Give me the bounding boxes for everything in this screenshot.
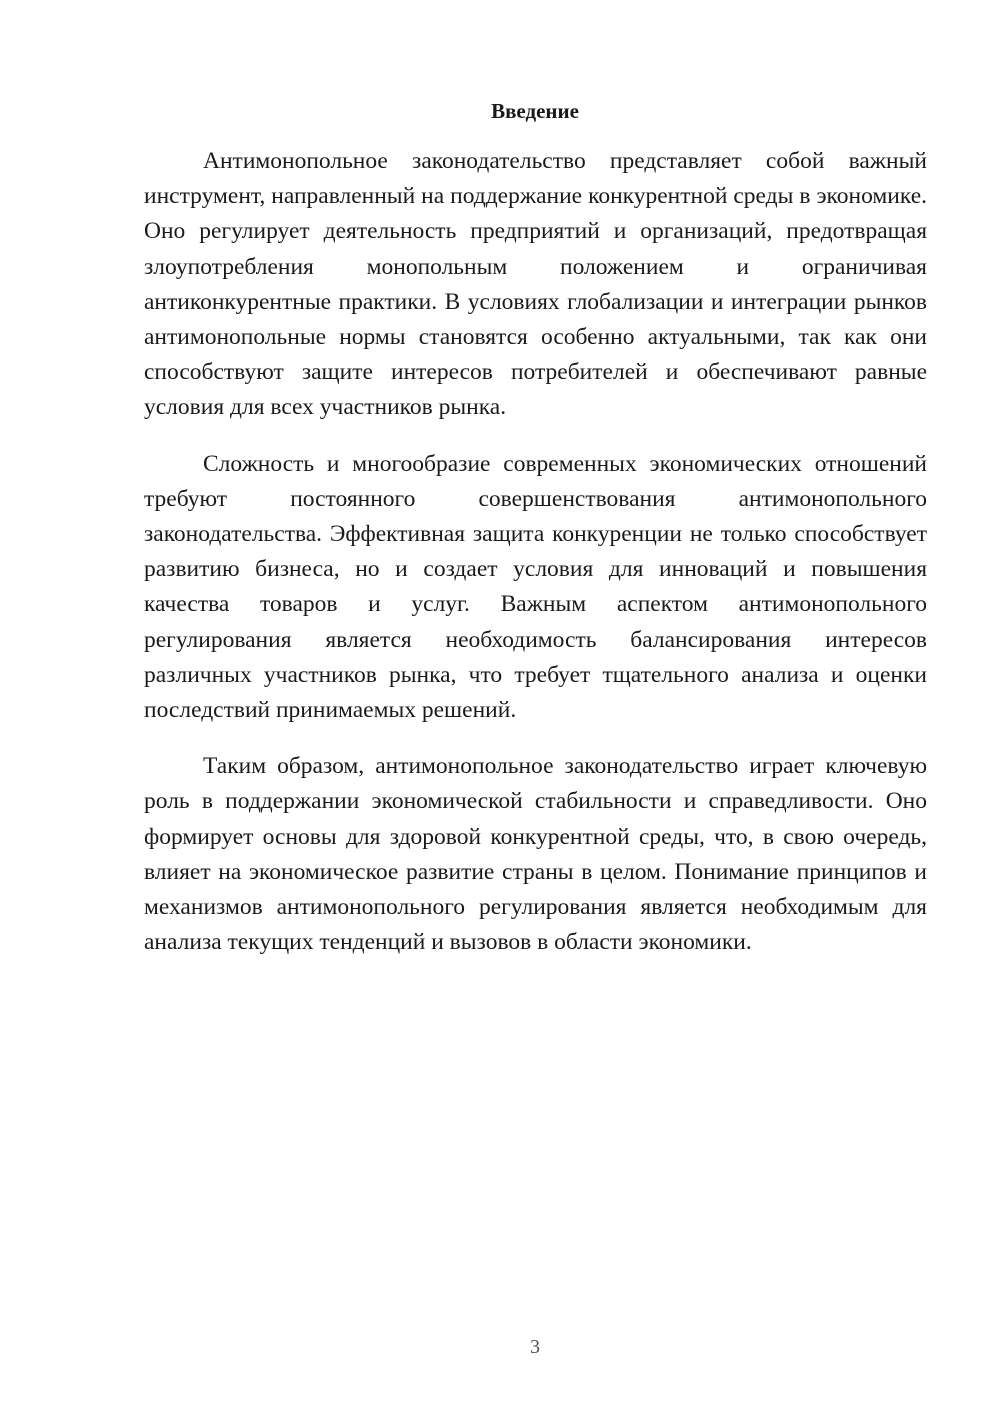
paragraph-3: Таким образом, антимонопольное законодательство играет ключевую роль в поддержании экономической стабильности и справедливости. Оно формирует основы для здоровой конкурентной среды, что, в свою очередь, влияет на экономическое развитие страны в целом. Понимание принципов и механизмов антимонопольного регулирования является необходимым для анализа текущих тенденций и вызовов в области экономики. [144, 753, 927, 956]
paragraph-1: Антимонопольное законодательство представляет собой важный инструмент, направленный на поддержание конкурентной среды в экономике. Оно регулирует деятельность предприятий и организаций, предотвращая злоупотребления монопольным положением и ограничивая антиконкурентные практики. В условиях глобализации и интеграции рынков антимонопольные нормы становятся особенно актуальными, так как они способствуют защите интересов потребителей и обеспечивают равные условия для всех участников рынка. [144, 148, 927, 421]
page-number: 3 [530, 1336, 540, 1358]
paragraph-2: Сложность и многообразие современных экономических отношений требуют постоянного совершенствования антимонопольного законодательства. Эффективная защита конкуренции не только способствует развитию бизнеса, но и создает условия для инноваций и повышения качества товаров и услуг. Важным аспектом антимонопольного регулирования является необходимость балансирования интересов различных участников рынка, что требует тщательного анализа и оценки последствий принимаемых решений. [144, 450, 927, 724]
page-title: Введение [491, 99, 579, 123]
document-body [144, 144, 927, 981]
